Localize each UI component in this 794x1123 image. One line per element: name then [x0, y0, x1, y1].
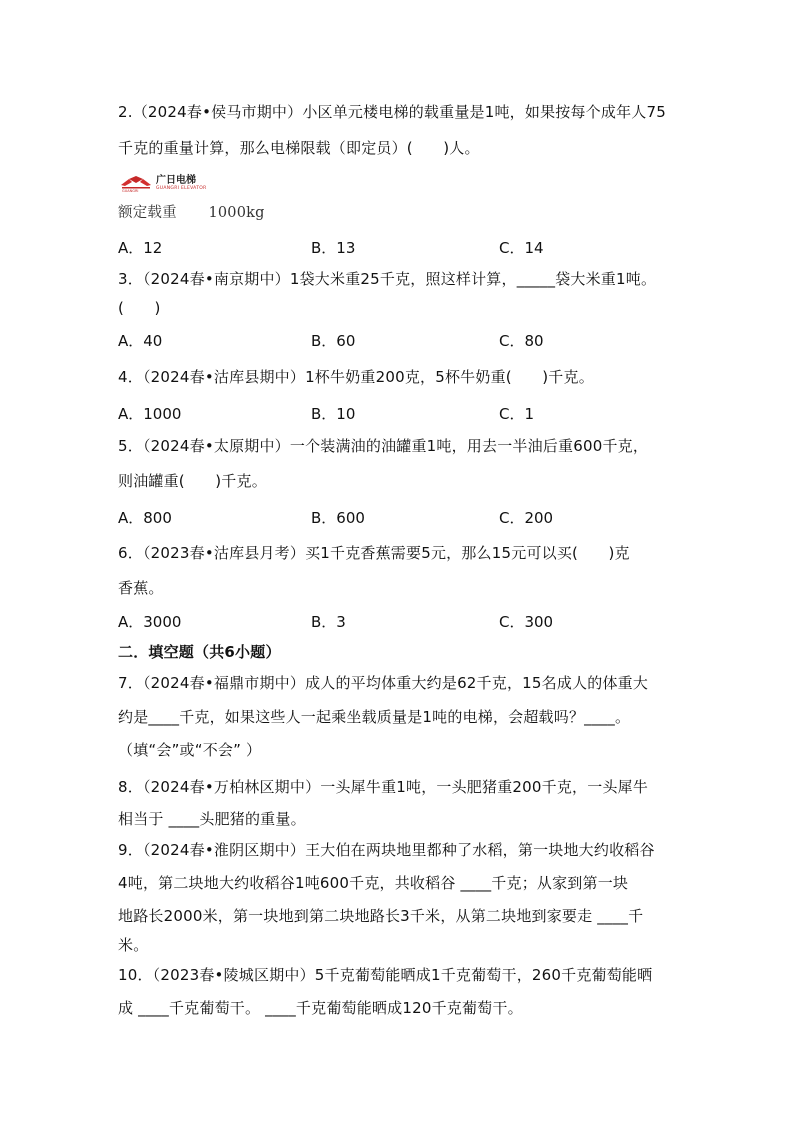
q6-option-a: A．3000 — [118, 613, 182, 631]
rated-load-caption — [118, 203, 265, 223]
q8-text-line1: 8．（2024春•万柏林区期中）一头犀牛重1吨，一头肥猪重200千克，一头犀牛 — [118, 778, 649, 796]
q4-option-b: B．10 — [311, 405, 356, 423]
q9-text-line3: 地路长2000米，第一块地到第二块地路长3千米，从第二块地到家要走 ____千 — [118, 907, 644, 925]
q9-text-line2: 4吨，第二块地大约收稻谷1吨600千克，共收稻谷 ____千克；从家到第一块 — [118, 874, 629, 892]
q5-text-line1: 5．（2024春•太原期中）一个装满油的油罐重1吨，用去一半油后重600千克， — [118, 437, 649, 455]
q4-option-c: C．1 — [499, 405, 535, 423]
q3-text-line1: 3．（2024春•南京期中）1袋大米重25千克，照这样计算，_____袋大米重1吨。 — [118, 270, 657, 288]
q5-option-c: C．200 — [499, 509, 554, 527]
q9-text-line1: 9．（2024春•淮阴区期中）王大伯在两块地里都种了水稻，第一块地大约收稻谷 — [118, 841, 655, 859]
q2-text-line2: 千克的重量计算，那么电梯限载（即定员）( )人。 — [118, 139, 480, 157]
q6-text-line1: 6．（2023春•沽库县月考）买1千克香蕉需要5元，那么15元可以买( )克 — [118, 544, 630, 562]
q3-option-a: A．40 — [118, 332, 163, 350]
q7-text-line1: 7．（2024春•福鼎市期中）成人的平均体重大约是62千克，15名成人的体重大 — [118, 674, 649, 692]
section-heading-fill-in: 二．填空题（共6小题） — [118, 643, 281, 661]
q4-option-a: A．1000 — [118, 405, 182, 423]
q2-option-c: C．14 — [499, 239, 544, 257]
logo-chinese-name: 广日电梯 — [156, 175, 196, 186]
q10-text-line2: 成 ____千克葡萄干。 ____千克葡萄能晒成120千克葡萄干。 — [118, 999, 523, 1017]
q7-text-line3: （填“会”或“不会” ） — [118, 741, 262, 759]
rated-load-label: 额定载重 — [118, 205, 177, 221]
q10-text-line1: 10．（2023春•陵城区期中）5千克葡萄能晒成1千克葡萄干，260千克葡萄能晒 — [118, 966, 653, 984]
rated-load-value: 1000kg — [208, 205, 265, 221]
q6-option-b: B．3 — [311, 613, 346, 631]
q9-text-line4: 米。 — [118, 936, 149, 954]
q3-option-c: C．80 — [499, 332, 544, 350]
q3-text-line2: ( ) — [118, 299, 161, 317]
logo-english-name: GUANGRI ELEVATOR — [156, 186, 207, 191]
q5-text-line2: 则油罐重( )千克。 — [118, 472, 267, 490]
q6-option-c: C．300 — [499, 613, 554, 631]
q6-text-line2: 香蕉。 — [118, 579, 164, 597]
q5-option-a: A．800 — [118, 509, 172, 527]
q5-option-b: B．600 — [311, 509, 365, 527]
q8-text-line2: 相当于 ____头肥猪的重量。 — [118, 810, 306, 828]
elevator-brand-logo — [120, 176, 212, 192]
q2-option-a: A．12 — [118, 239, 163, 257]
q3-option-b: B．60 — [311, 332, 356, 350]
q2-text-line1: 2.（2024春•侯马市期中）小区单元楼电梯的载重量是1吨，如果按每个成年人75 — [118, 103, 666, 121]
logo-subtext: GUANGRI — [122, 189, 139, 193]
q2-option-b: B．13 — [311, 239, 356, 257]
q4-text-line1: 4．（2024春•沽库县期中）1杯牛奶重200克，5杯牛奶重( )千克。 — [118, 368, 594, 386]
q7-text-line2: 约是____千克，如果这些人一起乘坐载质量是1吨的电梯，会超载吗？____。 — [118, 708, 631, 726]
